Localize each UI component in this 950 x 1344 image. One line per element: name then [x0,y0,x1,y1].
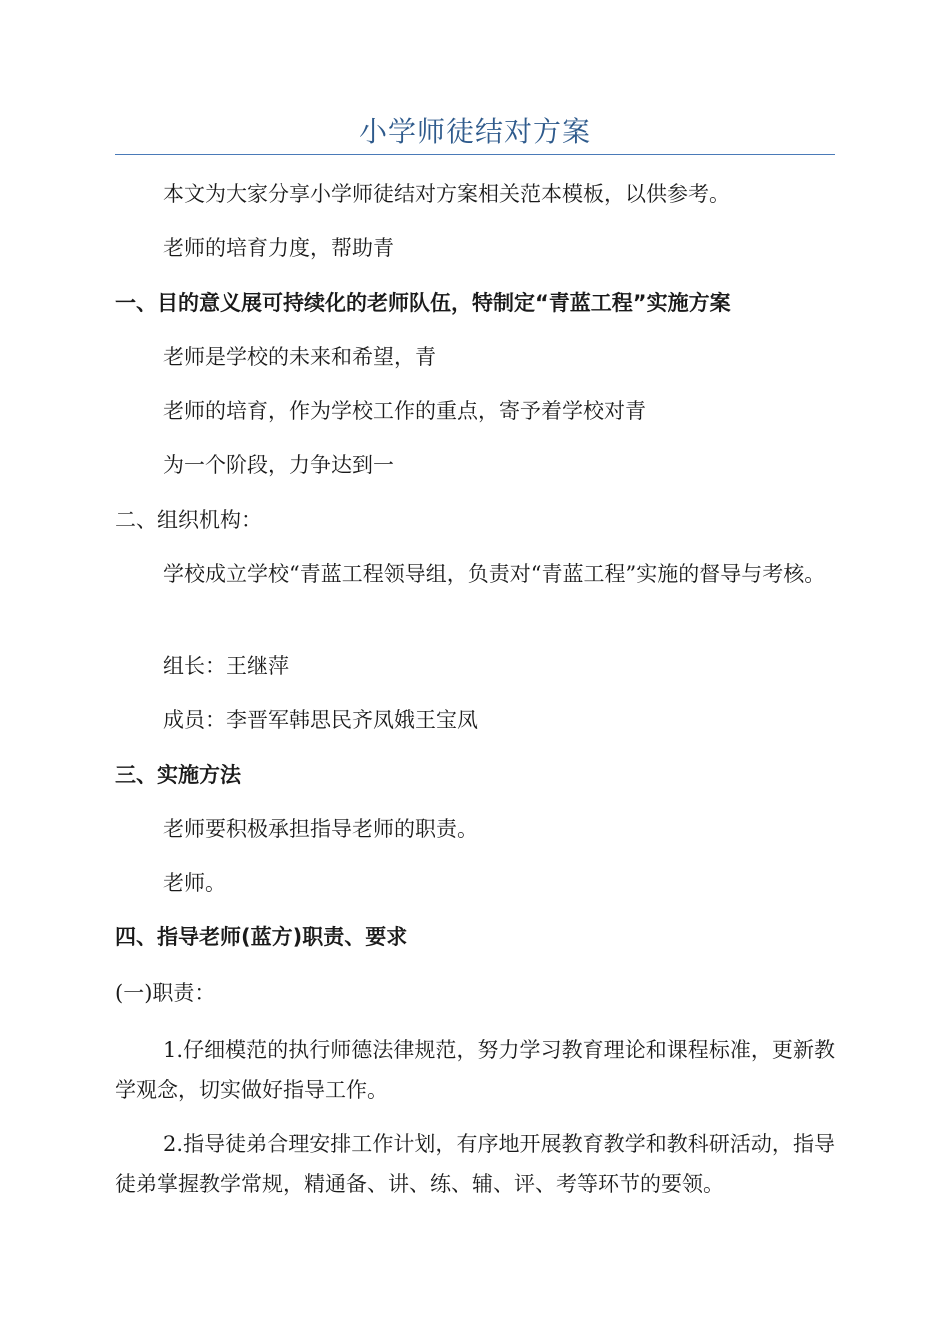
paragraph-2: 老师是学校的未来和希望，青 [163,345,436,369]
subheading-duties: (一)职责： [115,981,216,1005]
intro-paragraph: 本文为大家分享小学师徒结对方案相关范本模板，以供参考。 [163,182,730,206]
paragraph-1: 老师的培育力度，帮助青 [163,236,394,260]
paragraph-5: 学校成立学校“青蓝工程领导组，负责对“青蓝工程”实施的督导与考核。 [163,562,826,586]
paragraph-4: 为一个阶段，力争达到一 [163,453,394,477]
section-heading-1: 一、目的意义展可持续化的老师队伍，特制定“青蓝工程”实施方案 [115,291,731,315]
paragraph-9: 老师。 [163,871,226,895]
paragraph-7: 成员：李晋军韩思民齐凤娥王宝凤 [163,708,478,732]
paragraph-6: 组长：王继萍 [163,654,289,678]
paragraph-8: 老师要积极承担指导老师的职责。 [163,817,478,841]
paragraph-3: 老师的培育，作为学校工作的重点，寄予着学校对青 [163,399,646,423]
section-heading-2: 二、组织机构： [115,508,262,532]
section-heading-4: 四、指导老师(蓝方)职责、要求 [115,925,408,949]
duty-item-2: 2.指导徒弟合理安排工作计划，有序地开展教育教学和教科研活动，指导徒弟掌握教学常规，精通备、讲、练、辅、评、考等环节的要领。 [115,1132,835,1196]
duty-item-1: 1.仔细模范的执行师德法律规范，努力学习教育理论和课程标准，更新教学观念，切实做好指导工作。 [115,1038,835,1102]
section-heading-3: 三、实施方法 [115,763,241,787]
page-title: 小学师徒结对方案 [358,115,591,148]
title-underline [115,154,835,155]
